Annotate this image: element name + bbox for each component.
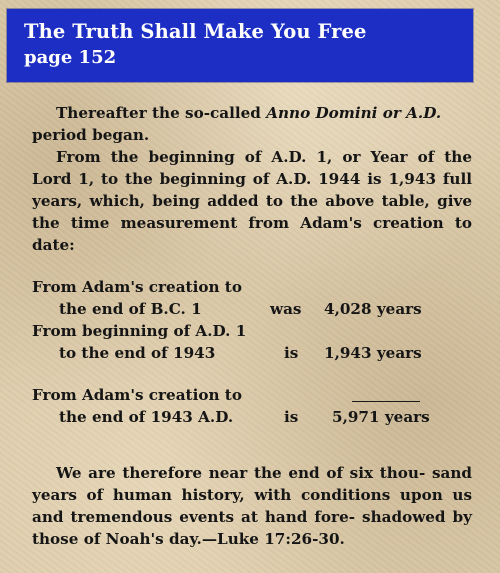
book-title: The Truth Shall Make You Free xyxy=(24,20,367,43)
intro-paragraph xyxy=(32,102,472,146)
closing-paragraph: We are therefore near the end of six thou- sand years of human history, with conditions upon us and tremendous events at hand fore- shadowed by those of Noah's day.—Luke 17:26-30. xyxy=(32,464,472,548)
intro-text-start: Thereafter the so-called xyxy=(56,104,267,122)
row1-label-line2: the end of B.C. 1 xyxy=(59,300,202,318)
row1-value: 4,028 years xyxy=(324,300,422,318)
row2-verb: is xyxy=(284,344,299,362)
row1-verb: was xyxy=(270,300,302,318)
total-verb: is xyxy=(284,408,299,426)
header-banner xyxy=(7,9,473,82)
row2-label-line1: From beginning of A.D. 1 xyxy=(32,322,247,340)
page-number: page 152 xyxy=(24,47,117,68)
row2-value: 1,943 years xyxy=(324,344,422,362)
total-label-line1: From Adam's creation to xyxy=(32,386,242,404)
years-paragraph: From the beginning of A.D. 1, or Year of the Lord 1, to the beginning of A.D. 1944 is 1,943 full years, which, being added to the above table, give the time measurement from Adam's creation to date: xyxy=(32,148,472,254)
total-value: 5,971 years xyxy=(332,408,430,426)
document-body xyxy=(32,102,472,550)
calculation-table xyxy=(32,276,472,452)
sum-rule xyxy=(352,401,420,402)
row2-label-line2: to the end of 1943 xyxy=(59,344,216,362)
total-label-line2: the end of 1943 A.D. xyxy=(59,408,234,426)
intro-text-end: period began. xyxy=(32,126,150,144)
anno-domini-term: Anno Domini or A.D. xyxy=(266,104,442,122)
row1-label-line1: From Adam's creation to xyxy=(32,278,242,296)
